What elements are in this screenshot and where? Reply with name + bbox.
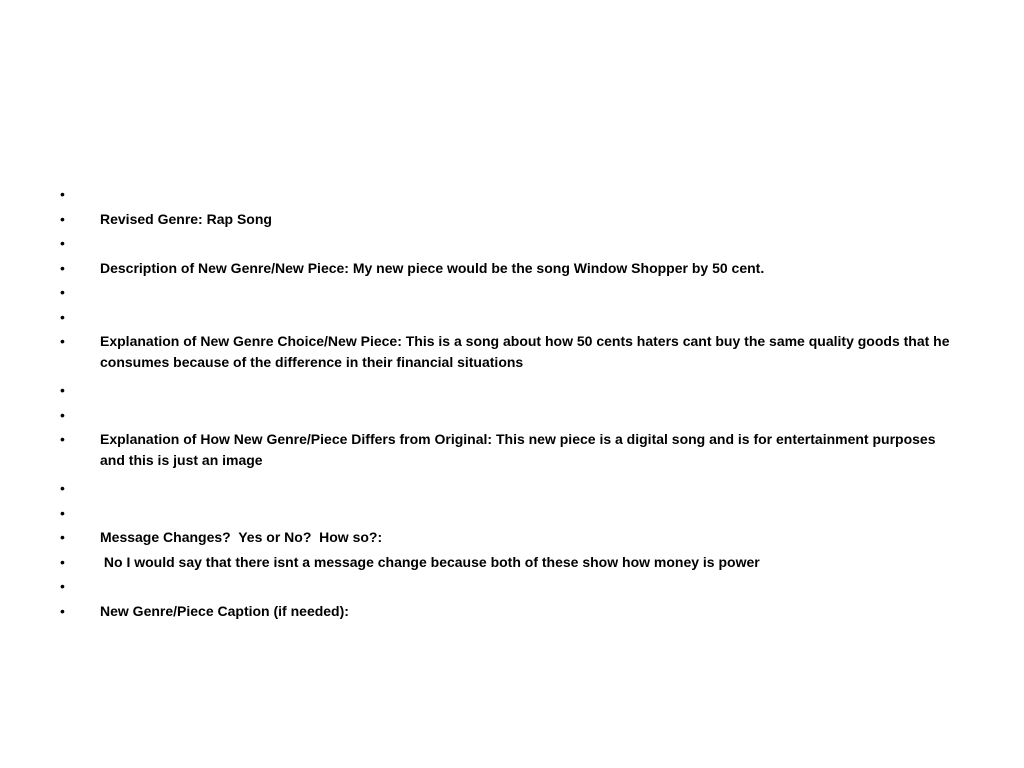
bullet-item-empty-2 bbox=[60, 233, 960, 258]
bullet-text: New Genre/Piece Caption (if needed): bbox=[100, 602, 349, 619]
bullet-item-caption bbox=[60, 601, 960, 626]
bullet-dot-icon: • bbox=[60, 431, 65, 447]
bullet-item-description bbox=[60, 258, 960, 283]
bullet-item-empty-5 bbox=[60, 380, 960, 405]
bullet-dot-icon: • bbox=[60, 308, 65, 325]
bullet-dot-icon: • bbox=[60, 480, 65, 496]
bullet-item-empty-6 bbox=[60, 405, 960, 430]
bullet-text: Explanation of How New Genre/Piece Differs from Original: This new piece is a digital song and is for entertainment purposes and this is just an image bbox=[100, 431, 940, 468]
bullet-dot-icon: • bbox=[60, 529, 65, 545]
bullet-text: Description of New Genre/New Piece: My new piece would be the song Window Shopper by 50 cent. bbox=[100, 259, 765, 276]
bullet-dot-icon: • bbox=[60, 186, 65, 202]
bullet-item-empty-1 bbox=[60, 184, 960, 209]
bullet-item-message-answer bbox=[60, 552, 960, 577]
bullet-dot-icon: • bbox=[60, 333, 65, 349]
bullet-dot-icon: • bbox=[60, 553, 65, 570]
bullet-dot-icon: • bbox=[60, 235, 65, 251]
bullet-item-empty-8 bbox=[60, 503, 960, 528]
bullet-dot-icon: • bbox=[60, 382, 65, 398]
bullet-text: Revised Genre: Rap Song bbox=[100, 210, 272, 227]
bullet-dot-icon: • bbox=[60, 406, 65, 423]
bullet-dot-icon: • bbox=[60, 578, 65, 594]
bullet-dot-icon: • bbox=[60, 504, 65, 521]
bullet-item-explanation-differs bbox=[60, 429, 960, 474]
bullet-item-empty-4 bbox=[60, 307, 960, 332]
bullet-item-empty-7 bbox=[60, 478, 960, 503]
bullet-list bbox=[60, 184, 960, 625]
bullet-text: Explanation of New Genre Choice/New Piece: This is a song about how 50 cents haters cant buy the same quality goods that he consumes because of the difference in their financial situations bbox=[100, 333, 954, 370]
bullet-text: No I would say that there isnt a message change because both of these show how money is power bbox=[100, 553, 760, 570]
bullet-text: Message Changes? Yes or No? How so?: bbox=[100, 529, 383, 545]
bullet-item-empty-3 bbox=[60, 282, 960, 307]
bullet-dot-icon: • bbox=[60, 259, 65, 276]
bullet-item-empty-9 bbox=[60, 576, 960, 601]
bullet-item-revised-genre bbox=[60, 209, 960, 234]
bullet-dot-icon: • bbox=[60, 284, 65, 300]
bullet-item-message-changes bbox=[60, 527, 960, 552]
bullet-dot-icon: • bbox=[60, 602, 65, 619]
bullet-dot-icon: • bbox=[60, 210, 65, 227]
bullet-item-explanation-choice bbox=[60, 331, 960, 376]
